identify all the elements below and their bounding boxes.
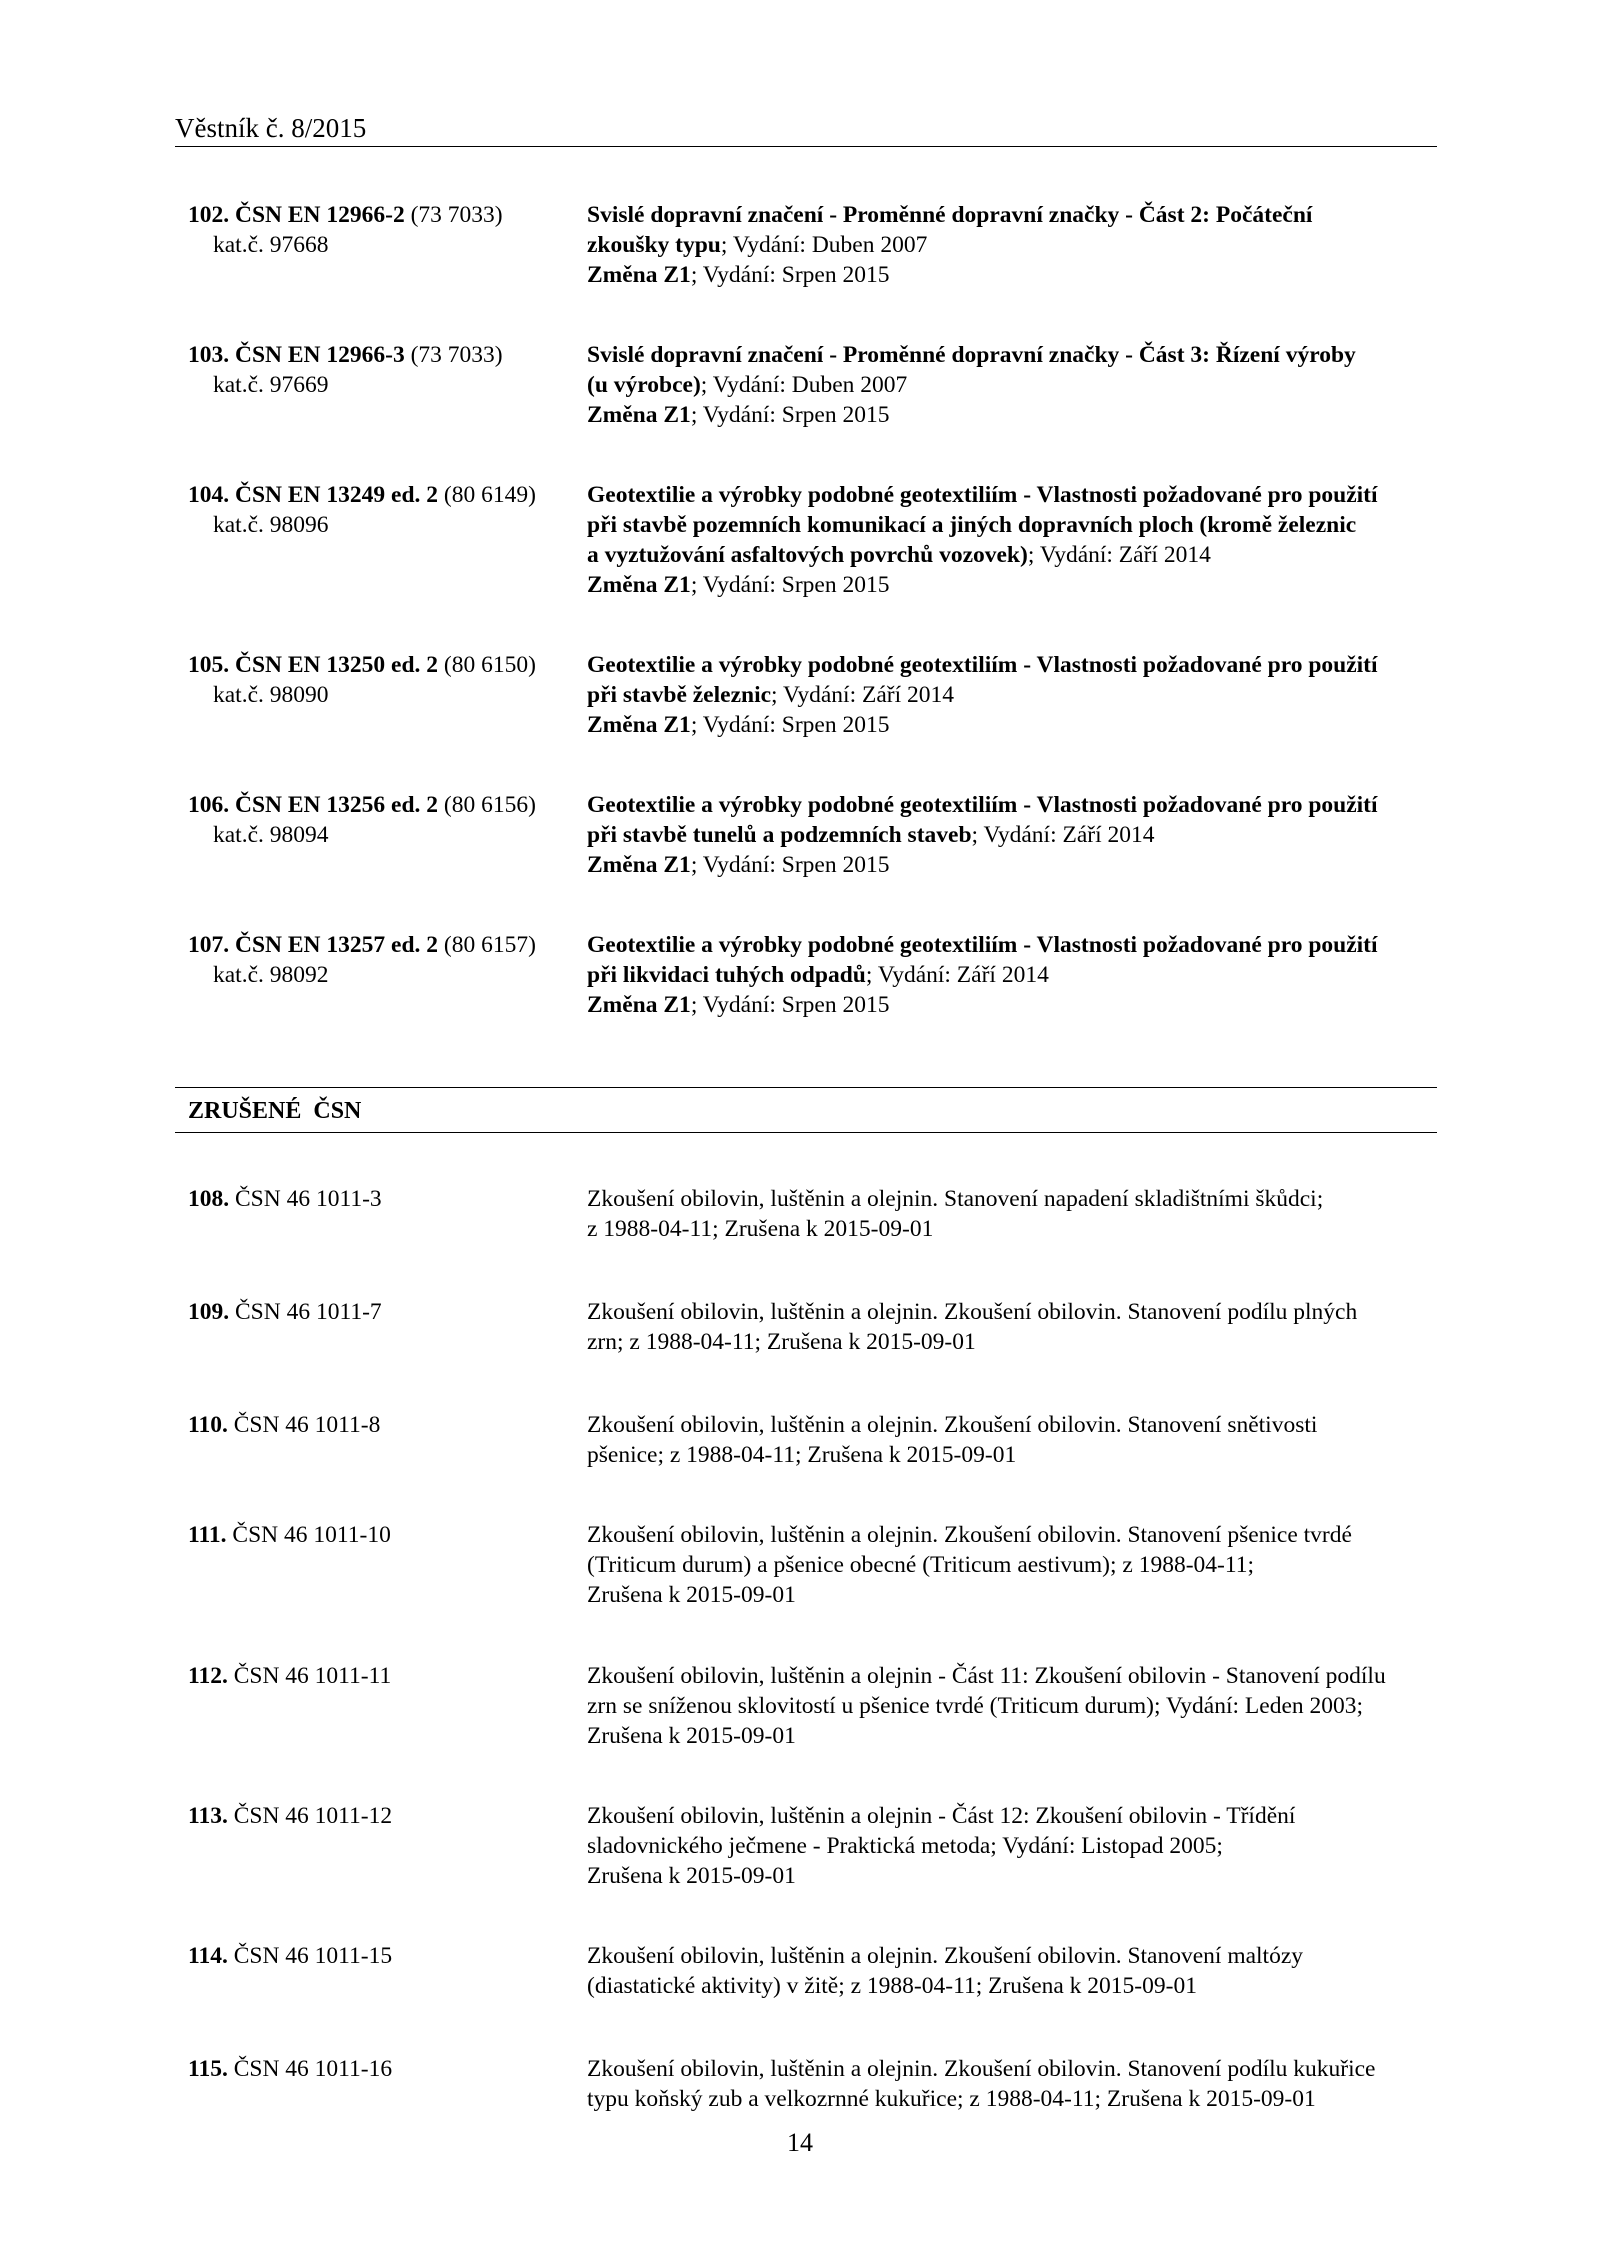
standard-title	[587, 200, 1447, 290]
title-line: sladovnického ječmene - Praktická metoda; Vydání: Listopad 2005;	[587, 1833, 1223, 1859]
title-regular-part: ; Vydání: Srpen 2015	[690, 712, 890, 738]
title-bold-part: Změna Z1	[587, 402, 691, 428]
section-top-divider	[175, 1087, 1437, 1088]
standard-code: ČSN 46 1011-3	[235, 1186, 382, 1212]
entry-number: 106.	[188, 792, 230, 818]
title-bold-part: při stavbě pozemních komunikací a jiných dopravních ploch (kromě železnic	[587, 512, 1357, 538]
standard-designation	[188, 200, 558, 260]
standard-code: ČSN 46 1011-8	[233, 1412, 381, 1438]
title-line	[587, 850, 1447, 880]
title-line	[587, 200, 1447, 230]
cancelled-title	[587, 1941, 1447, 2001]
entry-number: 114.	[188, 1943, 228, 1969]
title-bold-part: při stavbě tunelů a podzemních staveb	[587, 822, 972, 848]
cancelled-designation	[188, 1661, 558, 1691]
title-line: (diastatické aktivity) v žitě; z 1988-04-11; Zrušena k 2015-09-01	[587, 1973, 1197, 1999]
standard-designation	[188, 480, 558, 540]
title-line	[587, 790, 1447, 820]
title-bold-part: zkoušky typu	[587, 232, 721, 258]
title-line	[587, 540, 1447, 570]
standard-code: ČSN EN 12966-2	[235, 202, 405, 228]
cancelled-designation	[188, 1297, 558, 1327]
classification-code: (73 7033)	[410, 202, 503, 228]
title-bold-part: Změna Z1	[587, 262, 691, 288]
title-line: Zkoušení obilovin, luštěnin a olejnin. Zkoušení obilovin. Stanovení snětivosti	[587, 1412, 1318, 1438]
title-line	[587, 400, 1447, 430]
title-regular-part: ; Vydání: Srpen 2015	[690, 992, 890, 1018]
title-bold-part: Změna Z1	[587, 712, 691, 738]
classification-code: (80 6157)	[443, 932, 536, 958]
title-line: Zkoušení obilovin, luštěnin a olejnin - Část 11: Zkoušení obilovin - Stanovení podílu	[587, 1663, 1386, 1689]
title-bold-part: Geotextilie a výrobky podobné geotextiliím - Vlastnosti požadované pro použití	[587, 652, 1378, 678]
cancelled-designation	[188, 1941, 558, 1971]
title-line: (Triticum durum) a pšenice obecné (Triticum aestivum); z 1988-04-11;	[587, 1552, 1255, 1578]
catalog-number: kat.č. 98092	[213, 962, 329, 988]
standard-title	[587, 480, 1447, 600]
classification-code: (80 6149)	[443, 482, 536, 508]
cancelled-designation	[188, 1520, 558, 1550]
title-line	[587, 510, 1447, 540]
standard-designation	[188, 930, 558, 990]
standard-code-line	[188, 652, 536, 678]
classification-code: (80 6156)	[443, 792, 536, 818]
standard-designation	[188, 340, 558, 400]
title-bold-part: Změna Z1	[587, 572, 691, 598]
header-divider	[175, 146, 1437, 147]
title-line	[587, 370, 1447, 400]
standard-title	[587, 930, 1447, 1020]
catalog-number: kat.č. 98094	[213, 822, 329, 848]
title-regular-part: ; Vydání: Srpen 2015	[690, 262, 890, 288]
catalog-number: kat.č. 97668	[213, 232, 329, 258]
title-regular-part: ; Vydání: Září 2014	[971, 822, 1155, 848]
title-line: Zkoušení obilovin, luštěnin a olejnin. Zkoušení obilovin. Stanovení pšenice tvrdé	[587, 1522, 1352, 1548]
title-line: typu koňský zub a velkozrnné kukuřice; z 1988-04-11; Zrušena k 2015-09-01	[587, 2086, 1316, 2112]
title-line	[587, 260, 1447, 290]
title-line	[587, 680, 1447, 710]
title-line	[587, 340, 1447, 370]
title-line: Zkoušení obilovin, luštěnin a olejnin. Stanovení napadení skladištními škůdci;	[587, 1186, 1324, 1212]
entry-number: 108.	[188, 1186, 230, 1212]
standard-code: ČSN EN 13257 ed. 2	[235, 932, 439, 958]
title-line	[587, 230, 1447, 260]
entry-number: 115.	[188, 2056, 228, 2082]
title-regular-part: ; Vydání: Duben 2007	[700, 372, 908, 398]
entry-number: 113.	[188, 1803, 228, 1829]
entry-number: 109.	[188, 1299, 230, 1325]
title-regular-part: ; Vydání: Září 2014	[865, 962, 1049, 988]
standard-code: ČSN 46 1011-7	[235, 1299, 382, 1325]
standard-title	[587, 650, 1447, 740]
standard-code-line	[188, 202, 503, 228]
title-line	[587, 710, 1447, 740]
section-title: ZRUŠENÉ ČSN	[188, 1098, 362, 1124]
cancelled-title	[587, 1661, 1447, 1751]
standard-code-line	[188, 342, 503, 368]
standard-code-line	[188, 932, 536, 958]
entry-number: 105.	[188, 652, 230, 678]
catalog-number: kat.č. 97669	[213, 372, 329, 398]
section-bottom-divider	[175, 1132, 1437, 1133]
standard-code-line	[188, 482, 536, 508]
title-bold-part: Geotextilie a výrobky podobné geotextiliím - Vlastnosti požadované pro použití	[587, 482, 1378, 508]
cancelled-title	[587, 1184, 1447, 1244]
standard-code: ČSN 46 1011-15	[233, 1943, 393, 1969]
standard-code: ČSN EN 13250 ed. 2	[235, 652, 439, 678]
title-line	[587, 480, 1447, 510]
entry-number: 104.	[188, 482, 230, 508]
cancelled-title	[587, 1297, 1447, 1357]
title-line: Zkoušení obilovin, luštěnin a olejnin. Zkoušení obilovin. Stanovení maltózy	[587, 1943, 1304, 1969]
standard-designation	[188, 790, 558, 850]
cancelled-title	[587, 1801, 1447, 1891]
entry-number: 103.	[188, 342, 230, 368]
cancelled-title	[587, 2054, 1447, 2114]
title-regular-part: ; Vydání: Srpen 2015	[690, 852, 890, 878]
standard-code: ČSN 46 1011-12	[233, 1803, 393, 1829]
title-line	[587, 930, 1447, 960]
title-bold-part: Změna Z1	[587, 992, 691, 1018]
title-regular-part: ; Vydání: Srpen 2015	[690, 572, 890, 598]
title-bold-part: Svislé dopravní značení - Proměnné dopravní značky - Část 3: Řízení výroby	[587, 342, 1356, 368]
standard-code: ČSN 46 1011-11	[233, 1663, 392, 1689]
classification-code: (80 6150)	[443, 652, 536, 678]
title-bold-part: Geotextilie a výrobky podobné geotextiliím - Vlastnosti požadované pro použití	[587, 792, 1378, 818]
entry-number: 111.	[188, 1522, 227, 1548]
title-line	[587, 990, 1447, 1020]
entry-number: 112.	[188, 1663, 228, 1689]
entry-number: 102.	[188, 202, 230, 228]
standard-code: ČSN EN 13256 ed. 2	[235, 792, 439, 818]
title-bold-part: Změna Z1	[587, 852, 691, 878]
title-line: Zrušena k 2015-09-01	[587, 1582, 796, 1608]
cancelled-designation	[188, 1184, 558, 1214]
title-line: zrn se sníženou sklovitostí u pšenice tvrdé (Triticum durum); Vydání: Leden 2003;	[587, 1693, 1364, 1719]
standard-title	[587, 340, 1447, 430]
title-bold-part: a vyztužování asfaltových povrchů vozovek)	[587, 542, 1028, 568]
title-line: Zrušena k 2015-09-01	[587, 1863, 796, 1889]
cancelled-title	[587, 1410, 1447, 1470]
cancelled-title	[587, 1520, 1447, 1610]
title-bold-part: Svislé dopravní značení - Proměnné dopravní značky - Část 2: Počáteční	[587, 202, 1313, 228]
catalog-number: kat.č. 98090	[213, 682, 329, 708]
standard-code: ČSN EN 12966-3	[235, 342, 405, 368]
title-line: Zrušena k 2015-09-01	[587, 1723, 796, 1749]
title-bold-part: (u výrobce)	[587, 372, 701, 398]
standard-designation	[188, 650, 558, 710]
cancelled-designation	[188, 1410, 558, 1440]
title-line: Zkoušení obilovin, luštěnin a olejnin. Zkoušení obilovin. Stanovení podílu kukuřice	[587, 2056, 1376, 2082]
bulletin-header: Věstník č. 8/2015	[175, 113, 367, 143]
cancelled-designation	[188, 2054, 558, 2084]
page-number: 14	[787, 2128, 813, 2157]
standard-code-line	[188, 792, 536, 818]
title-line	[587, 960, 1447, 990]
standard-code: ČSN EN 13249 ed. 2	[235, 482, 439, 508]
title-line: pšenice; z 1988-04-11; Zrušena k 2015-09-01	[587, 1442, 1017, 1468]
title-regular-part: ; Vydání: Září 2014	[771, 682, 955, 708]
classification-code: (73 7033)	[410, 342, 503, 368]
title-line: Zkoušení obilovin, luštěnin a olejnin - Část 12: Zkoušení obilovin - Třídění	[587, 1803, 1296, 1829]
cancelled-designation	[188, 1801, 558, 1831]
title-line	[587, 820, 1447, 850]
title-bold-part: při stavbě železnic	[587, 682, 772, 708]
title-line: z 1988-04-11; Zrušena k 2015-09-01	[587, 1216, 934, 1242]
title-bold-part: při likvidaci tuhých odpadů	[587, 962, 866, 988]
title-regular-part: ; Vydání: Duben 2007	[720, 232, 928, 258]
standard-code: ČSN 46 1011-16	[233, 2056, 393, 2082]
title-line	[587, 650, 1447, 680]
standard-code: ČSN 46 1011-10	[232, 1522, 391, 1548]
standard-title	[587, 790, 1447, 880]
entry-number: 107.	[188, 932, 230, 958]
entry-number: 110.	[188, 1412, 228, 1438]
title-bold-part: Geotextilie a výrobky podobné geotextiliím - Vlastnosti požadované pro použití	[587, 932, 1378, 958]
catalog-number: kat.č. 98096	[213, 512, 329, 538]
title-regular-part: ; Vydání: Září 2014	[1027, 542, 1211, 568]
title-line	[587, 570, 1447, 600]
title-regular-part: ; Vydání: Srpen 2015	[690, 402, 890, 428]
title-line: Zkoušení obilovin, luštěnin a olejnin. Zkoušení obilovin. Stanovení podílu plných	[587, 1299, 1358, 1325]
title-line: zrn; z 1988-04-11; Zrušena k 2015-09-01	[587, 1329, 976, 1355]
